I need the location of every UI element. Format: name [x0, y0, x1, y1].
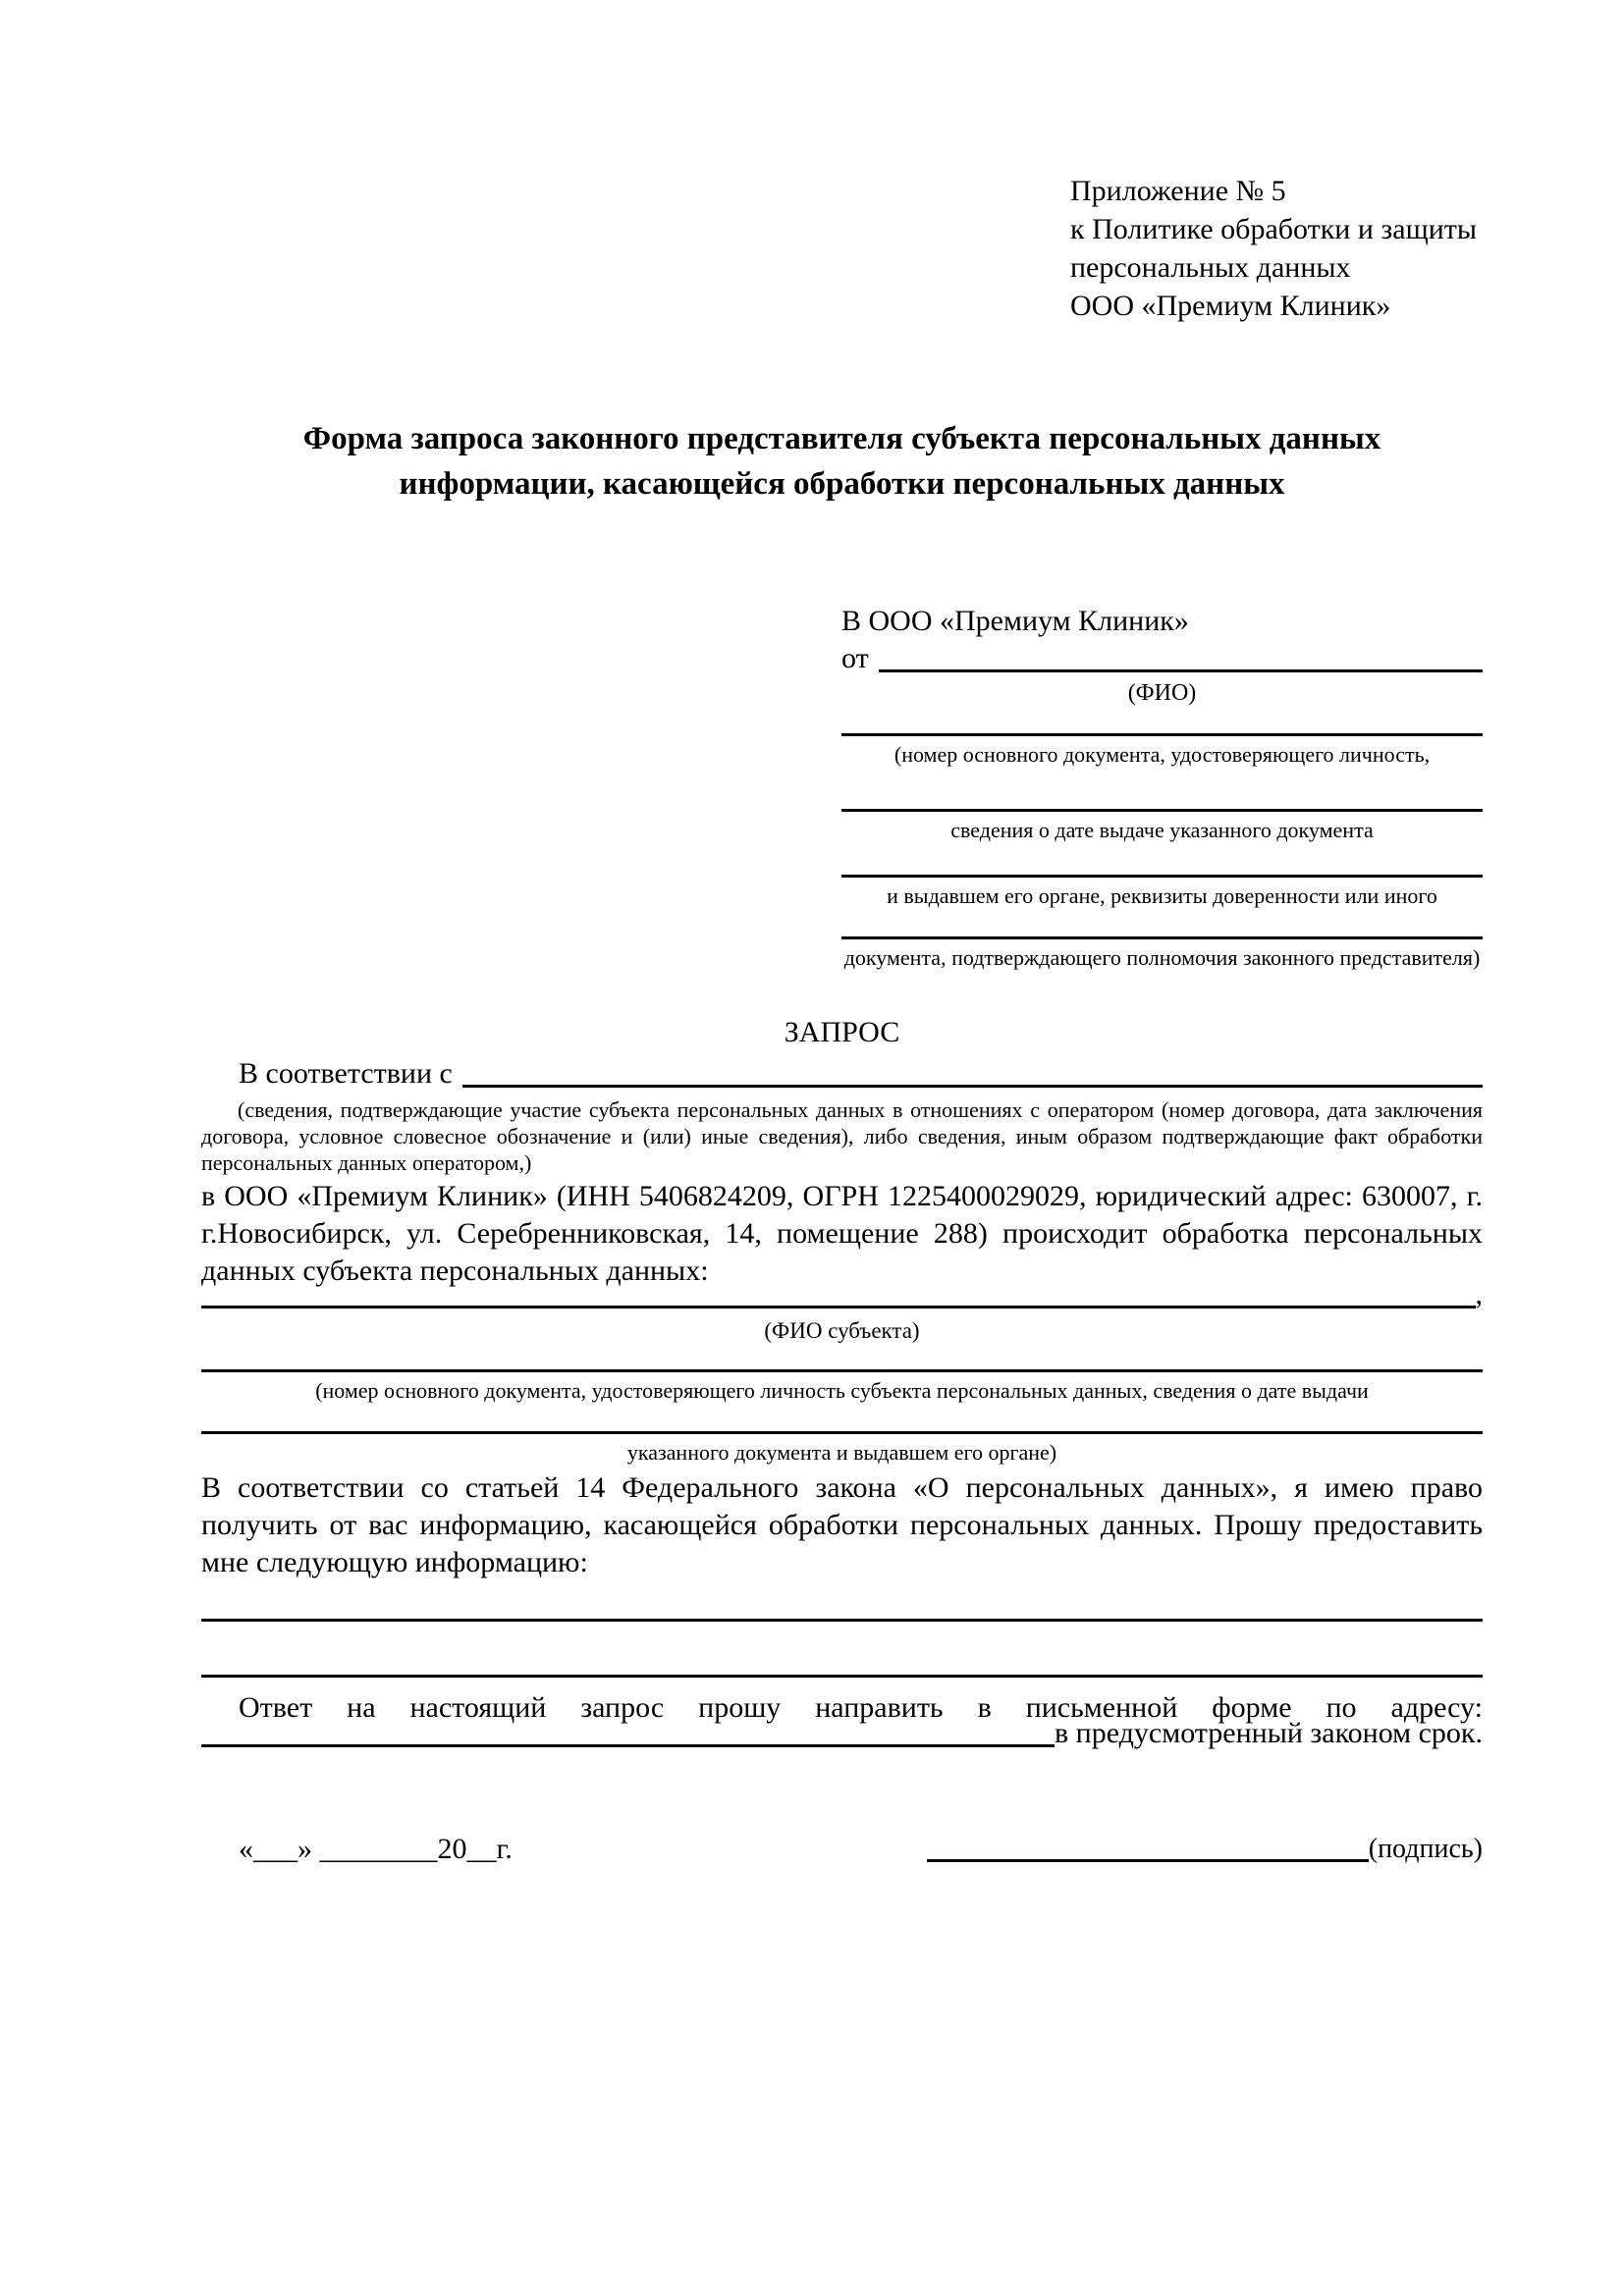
addressee-to: В ООО «Премиум Клиник» — [841, 605, 1189, 637]
subject-fio-blank-line — [201, 1306, 1476, 1308]
subject-doc-blank-line-1 — [201, 1369, 1483, 1372]
representative-doc-caption-3: и выдавшем его органе, реквизиты доверенности или иного — [887, 883, 1437, 908]
representative-doc-blank-line-1 — [841, 733, 1483, 736]
requested-info-blank-line-2 — [201, 1675, 1483, 1678]
basis-caption: (сведения, подтверждающие участие субъекта персональных данных в отношениях с оператором (номер договора, дата заключения договора, условное словесное обозначение и (или) иные сведения), либо сведения, иным образом подтверждающие факт обработки персональных данных оператором,) — [201, 1097, 1483, 1175]
from-label: от — [841, 642, 869, 674]
basis-row — [201, 1055, 1483, 1093]
requested-info-blank-line-1 — [201, 1619, 1483, 1622]
fio-caption: (ФИО) — [1127, 680, 1197, 706]
annex-line-3: персональных данных — [1070, 251, 1351, 284]
reply-address-blank-line — [201, 1744, 1055, 1747]
document-title — [201, 416, 1483, 507]
reply-tail: в предусмотренный законом срок. — [1055, 1717, 1483, 1749]
operator-paragraph: в ООО «Премиум Клиник» (ИНН 5406824209, ОГРН 1225400029029, юридический адрес: 630007, г. г.Новосибирск, ул. Серебренниковская, 14, помещение 288) происходит обработка персональных данных субъекта персональных данных: — [201, 1180, 1483, 1287]
signature-area — [927, 1831, 1483, 1868]
subject-doc-caption-2: указанного документа и выдавшем его органе) — [626, 1440, 1057, 1465]
representative-doc-caption-4: документа, подтверждающего полномочия законного представителя) — [843, 945, 1481, 970]
date-line: «___» ________20__г. — [239, 1833, 513, 1865]
in-accordance-label: В соответствии с — [239, 1057, 453, 1090]
request-heading: ЗАПРОС — [784, 1016, 900, 1048]
representative-doc-blank-line-2 — [841, 809, 1483, 812]
title-line-1: Форма запроса законного представителя субъекта персональных данных — [302, 421, 1381, 456]
title-line-2: информации, касающейся обработки персональных данных — [399, 466, 1285, 502]
basis-blank-line — [462, 1085, 1483, 1088]
representative-doc-blank-line-3 — [841, 875, 1483, 878]
subject-doc-blank-line-2 — [201, 1431, 1483, 1434]
annex-line-2: к Политике обработки и защиты — [1070, 213, 1478, 245]
addressee-block — [841, 603, 1483, 971]
signature-blank-line — [927, 1859, 1369, 1862]
subject-fio-caption: (ФИО субъекта) — [764, 1318, 920, 1343]
representative-doc-blank-line-4 — [841, 936, 1483, 939]
annex-block — [1070, 172, 1483, 325]
law-paragraph: В соответствии со статьей 14 Федерального закона «О персональных данных», я имею право получить от вас информацию, касающейся обработки персональных данных. Прошу предоставить мне следующую информацию: — [201, 1471, 1483, 1578]
reply-paragraph: Ответ на настоящий запрос прошу направить в письменной форме по адресу: — [239, 1691, 1483, 1724]
representative-doc-caption-2: сведения о дате выдаче указанного документа — [950, 818, 1374, 842]
annex-line-1: Приложение № 5 — [1070, 175, 1286, 207]
signature-caption: (подпись) — [1368, 1834, 1483, 1864]
subject-fio-comma: , — [1475, 1278, 1483, 1310]
representative-doc-caption-1: (номер основного документа, удостоверяющего личность, — [893, 742, 1431, 767]
signature-row — [201, 1831, 1483, 1868]
annex-line-4: ООО «Премиум Клиник» — [1070, 290, 1391, 322]
representative-fio-blank-line — [879, 669, 1483, 672]
subject-doc-caption-1: (номер основного документа, удостоверяющего личность субъекта персональных данных, сведения о дате выдачи — [315, 1378, 1369, 1403]
from-row — [841, 640, 1483, 677]
